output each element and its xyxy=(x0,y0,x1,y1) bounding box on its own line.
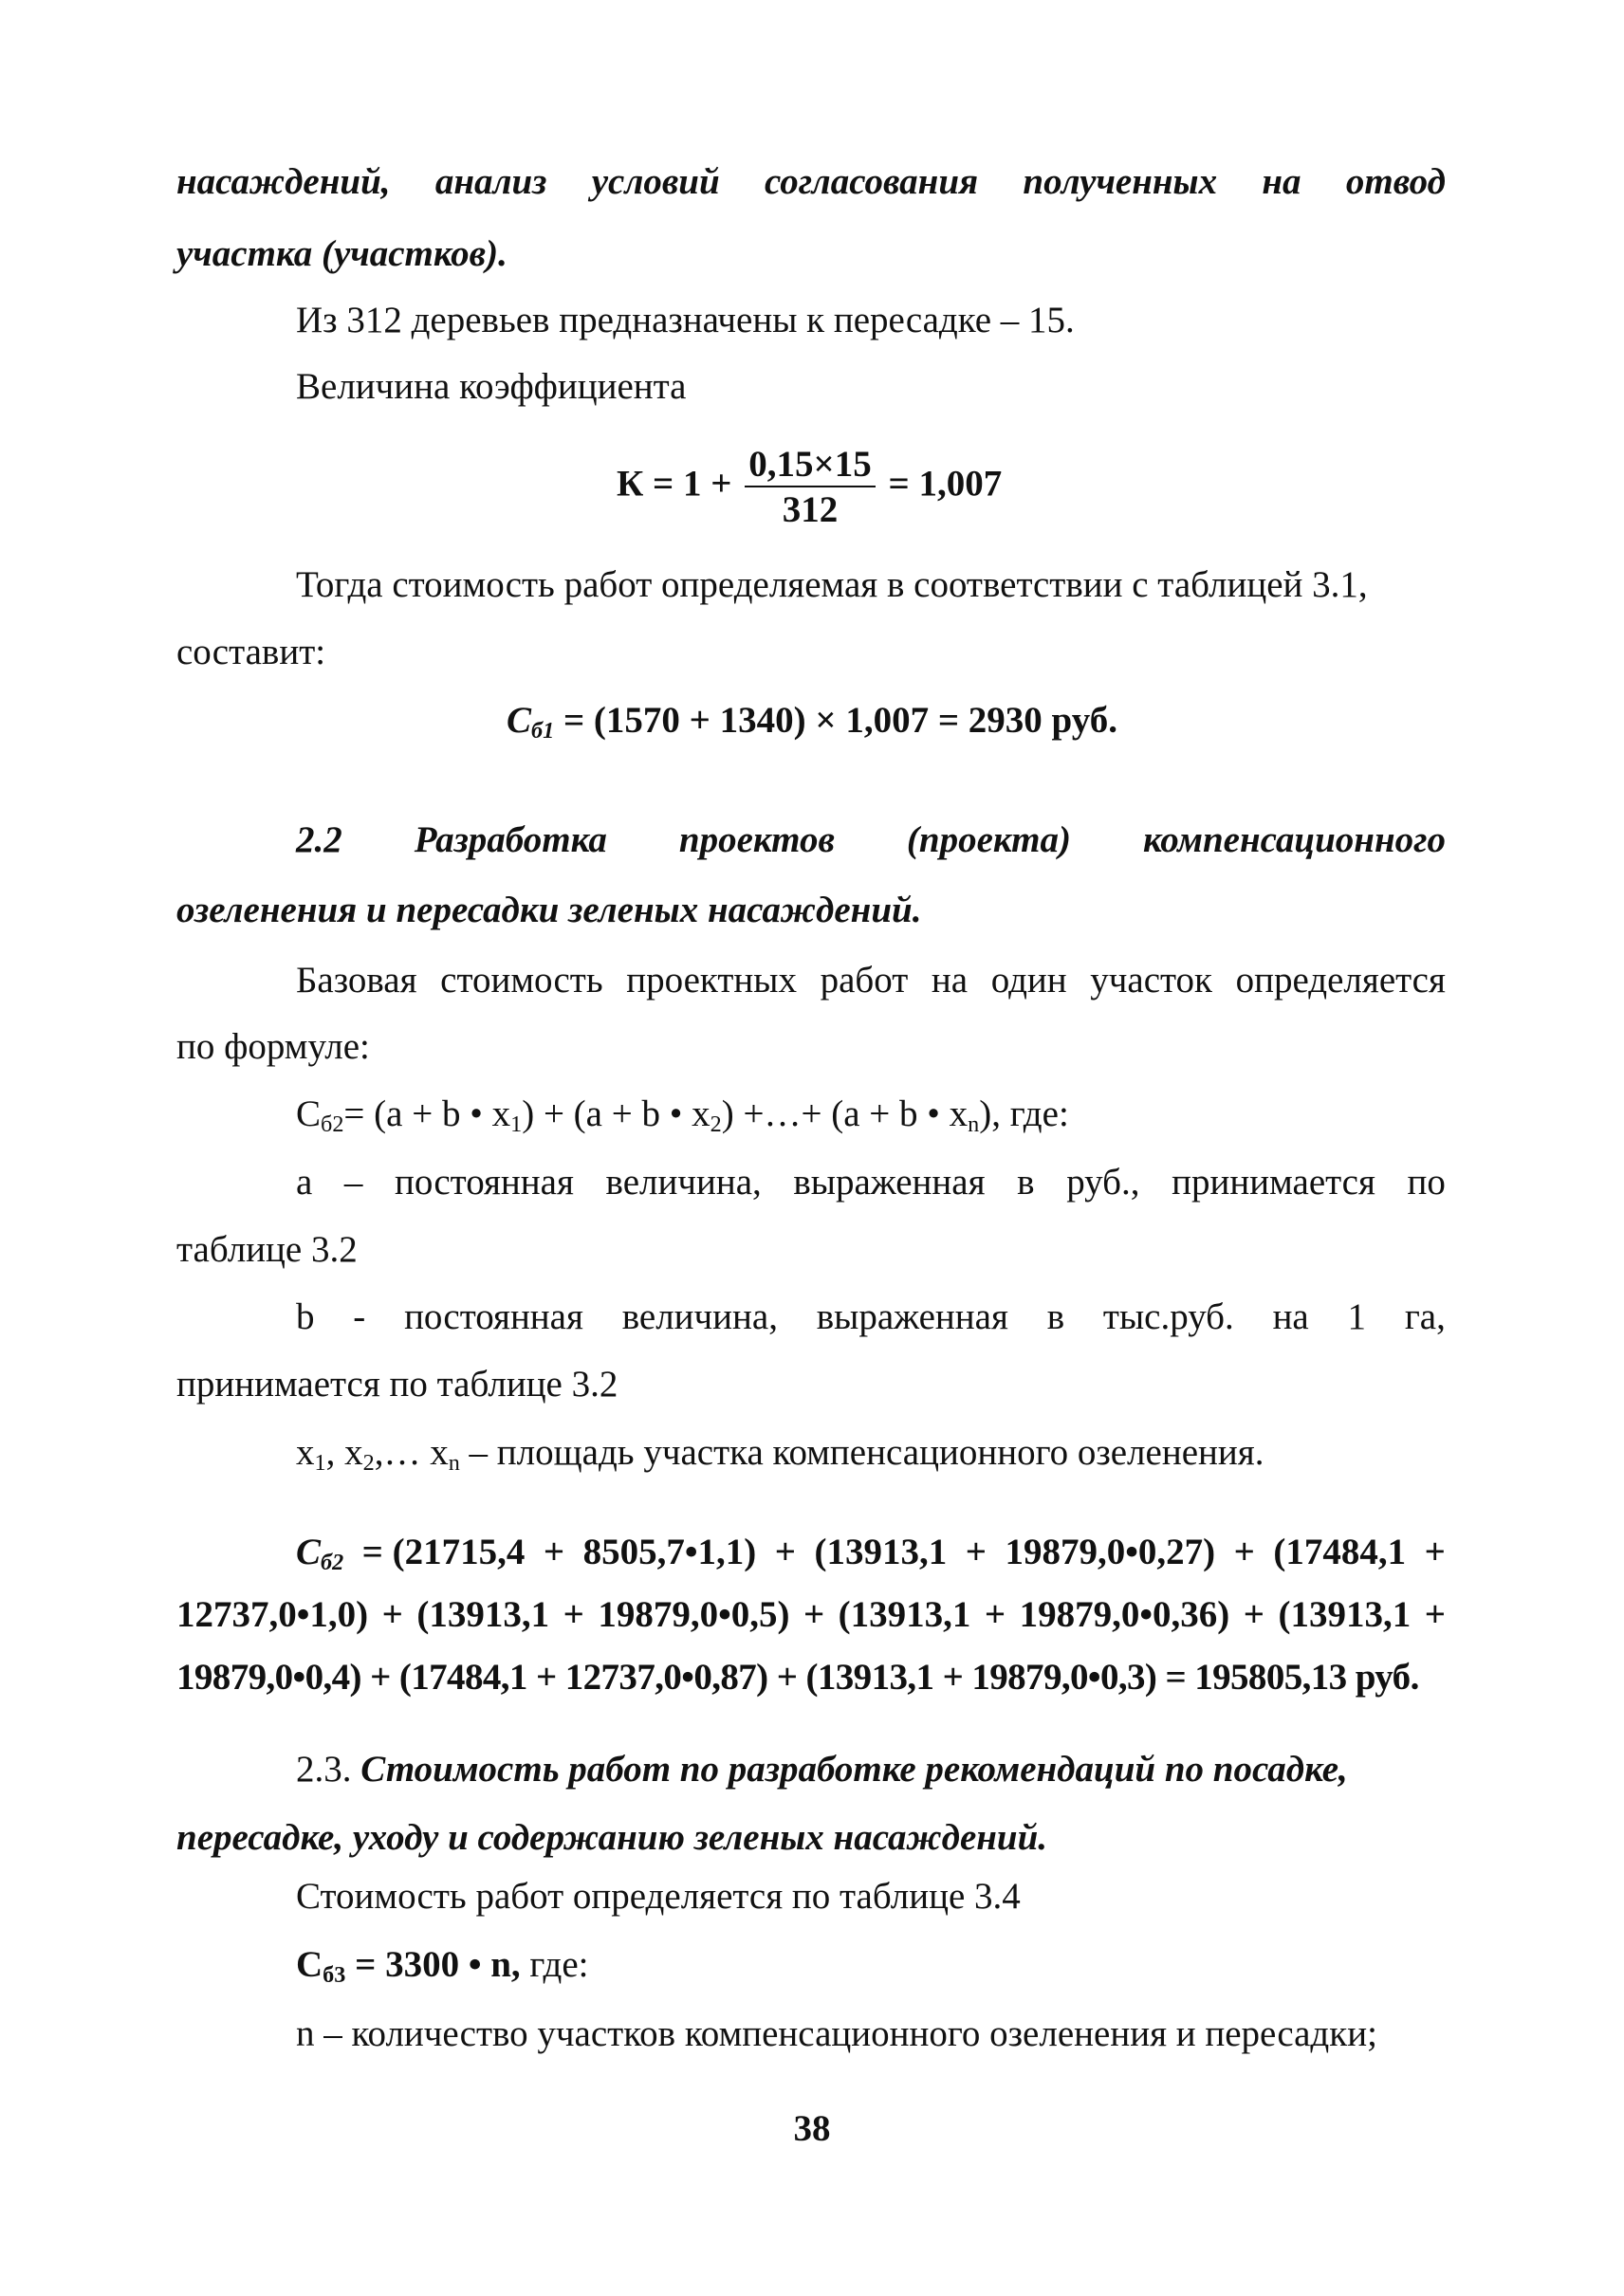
formula-k-lhs: К = 1 + xyxy=(617,463,732,505)
word: на xyxy=(931,960,969,1001)
word: участок xyxy=(1090,960,1212,1001)
section-2-3-heading-line-2: пересадке, уходу и содержанию зеленых насаждений. xyxy=(176,1817,1048,1858)
word: руб., xyxy=(1066,1162,1140,1203)
word: компенсационного xyxy=(1142,819,1446,860)
paragraph-trees: Из 312 деревьев предназначены к пересадке – 15. xyxy=(296,300,1075,340)
heading-continuation-line-1 xyxy=(176,163,1446,200)
word: принимается xyxy=(1172,1162,1375,1203)
word: на xyxy=(1272,1296,1309,1337)
formula-cb2: $С_{б2}= (a + b$ • $x_1) + (a + b$ • $x_2$) +…+ (a + b • $x_n$), где: xyxy=(296,1093,1069,1138)
formula-cb3: $С_{б3} = 3300$ • n, где: xyxy=(296,1944,589,1989)
paragraph-base-cost-line-1 xyxy=(296,962,1446,999)
word: определяется xyxy=(1235,960,1446,1001)
section-2-3-number: 2.3. xyxy=(296,1749,352,1790)
word: Разработка xyxy=(414,819,607,860)
word: по xyxy=(1407,1162,1446,1203)
word: в xyxy=(1017,1162,1035,1203)
formula-cb1-symbol: $С_{б1}$ xyxy=(507,700,555,744)
word: условий xyxy=(591,161,720,202)
word: стоимость xyxy=(440,960,603,1001)
word: постоянная xyxy=(404,1296,583,1337)
definition-b-line-1 xyxy=(296,1298,1446,1335)
definition-b-line-2: принимается по таблице 3.2 xyxy=(176,1364,618,1405)
word: га, xyxy=(1404,1296,1446,1337)
definition-a-line-2: таблице 3.2 xyxy=(176,1229,358,1270)
word: 19879,0•0,36) xyxy=(1019,1594,1230,1635)
definition-x: $x_1$, $x_2,\dots$ $x_n$ – площадь участка компенсационного озеленения. xyxy=(296,1432,1264,1477)
formula-cb1-expression: = (1570 + 1340) × 1,007 = 2930 руб. xyxy=(554,700,1117,741)
formula-cb1-subscript: б1 xyxy=(531,718,555,744)
section-2-2-heading-line-1 xyxy=(296,821,1446,858)
formula-k xyxy=(617,446,1002,528)
word: полученных xyxy=(1023,161,1218,202)
word: + xyxy=(1243,1594,1264,1635)
word: согласования xyxy=(764,161,979,202)
calc-cb2-line-3: 19879,0•0,4) + (17484,1 + 12737,0•0,87) + (13913,1 + 19879,0•0,3) = 195805,13 руб. xyxy=(176,1657,1419,1698)
definition-n: n – количество участков компенсационного озеленения и пересадки; xyxy=(296,2013,1377,2054)
word: + xyxy=(1424,1594,1446,1635)
word: работ xyxy=(820,960,909,1001)
section-2-3-heading-line-1 xyxy=(296,1751,1348,1788)
word: (13913,1 xyxy=(416,1594,550,1635)
word: постоянная xyxy=(395,1162,574,1203)
word: (13913,1 xyxy=(1278,1594,1412,1635)
paragraph-coefficient: Величина коэффициента xyxy=(296,366,687,407)
calc-cb2-line-2 xyxy=(176,1596,1446,1633)
formula-cb1 xyxy=(0,702,1624,743)
word: + xyxy=(381,1594,403,1635)
page-number: 38 xyxy=(793,2108,831,2149)
word: 1 xyxy=(1347,1296,1367,1337)
word: насаждений, xyxy=(176,161,391,202)
paragraph-cost-line-2: составит: xyxy=(176,632,326,672)
calc-cb2-line-1: $С_{б2}$ = (21715,4 + 8505,7•1,1) + (13913,1 + 19879,0•0,27) + (17484,1 + xyxy=(296,1532,1446,1576)
word: 19879,0•0,5) xyxy=(598,1594,790,1635)
word: выраженная xyxy=(793,1162,986,1203)
word: один xyxy=(990,960,1067,1001)
heading-continuation-line-2: участка (участков). xyxy=(176,233,508,274)
section-2-2-heading-line-2: озеленения и пересадки зеленых насаждений. xyxy=(176,890,922,930)
word: (13913,1 xyxy=(838,1594,971,1635)
word: 2.2 xyxy=(296,819,342,860)
formula-cb2-symbol: $С_{б2}$ xyxy=(296,1093,344,1138)
word: проектов xyxy=(678,819,835,860)
paragraph-table-3-4: Стоимость работ определяется по таблице 3.4 xyxy=(296,1876,1021,1917)
word: в xyxy=(1046,1296,1065,1337)
calc-cb2-symbol: $С_{б2}$ xyxy=(296,1532,344,1576)
word: на xyxy=(1262,161,1301,202)
formula-k-fraction xyxy=(745,446,875,528)
word: - xyxy=(353,1296,366,1337)
word: + xyxy=(803,1594,825,1635)
word: a xyxy=(296,1162,313,1203)
paragraph-cost-line-1: Тогда стоимость работ определяемая в соответствии с таблицей 3.1, xyxy=(296,564,1368,605)
formula-k-numerator: 0,15×15 xyxy=(745,446,875,487)
word: анализ xyxy=(434,161,547,202)
paragraph-base-cost-line-2: по формуле: xyxy=(176,1026,370,1067)
definition-a-line-1 xyxy=(296,1164,1446,1201)
section-2-3-title: Стоимость работ по разработке рекомендаций по посадке, xyxy=(360,1749,1348,1790)
word: – xyxy=(343,1162,363,1203)
word: величина, xyxy=(605,1162,762,1203)
word: величина, xyxy=(621,1296,778,1337)
word: + xyxy=(984,1594,1006,1635)
word: b xyxy=(296,1296,315,1337)
word: + xyxy=(563,1594,584,1635)
word: Базовая xyxy=(296,960,417,1001)
word: (проекта) xyxy=(906,819,1071,860)
formula-k-rhs: = 1,007 xyxy=(888,463,1003,505)
word: отвод xyxy=(1345,161,1446,202)
word: проектных xyxy=(626,960,797,1001)
formula-k-denominator: 312 xyxy=(782,489,839,530)
word: выраженная xyxy=(816,1296,1008,1337)
word: 12737,0•1,0) xyxy=(176,1594,369,1635)
word: тыс.руб. xyxy=(1102,1296,1234,1337)
